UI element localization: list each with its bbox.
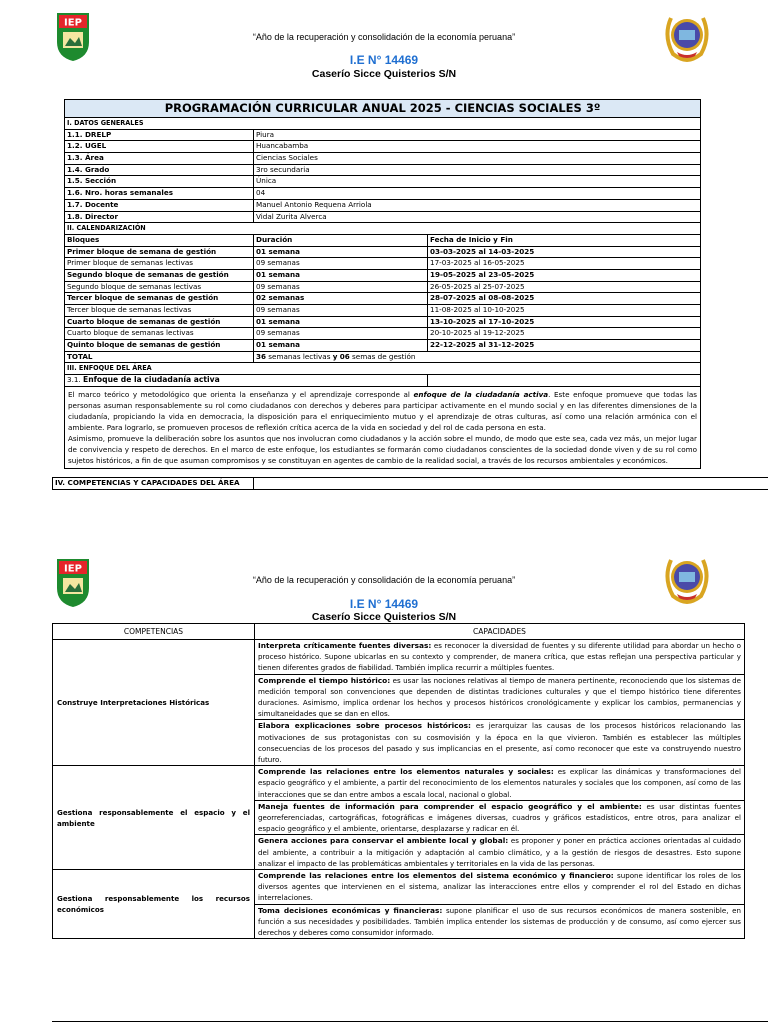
general-row [65, 199, 701, 211]
calendar-duration: 09 semanas [254, 281, 428, 293]
general-value: Manuel Antonio Requena Arriola [254, 199, 701, 211]
competency-row [53, 640, 745, 675]
calendar-total-row [65, 351, 701, 363]
capacity-cell [255, 870, 745, 905]
calendar-duration: 09 semanas [254, 258, 428, 270]
general-value: Única [254, 176, 701, 188]
calendar-row [65, 293, 701, 305]
calendar-dates: 03-03-2025 al 14-03-2025 [428, 246, 701, 258]
capacity-description: es usar distintas fuentes georreferenciadas, cartográficas, fotográficas e imágenes diversas, cuadros y gráficos estadísticos, entre otros, para analizar el espacio geográfico y el ambiente, orientarse, desplazarse y radicar en él. [258, 801, 741, 834]
capacity-title: Toma decisiones económicas y financieras: [258, 905, 443, 915]
competency-name: Gestiona responsablemente el espacio y el ambiente [53, 766, 255, 870]
school-location: Caserío Sicce Quisterios S/N [311, 68, 457, 80]
approach-subtitle-empty [428, 375, 701, 387]
general-data-rows [65, 129, 701, 223]
calendar-block: Segundo bloque de semanas lectivas [65, 281, 254, 293]
section-approach-heading: III. ENFOQUE DEL ÁREA [65, 363, 701, 375]
calendar-dates: 20-10-2025 al 19-12-2025 [428, 328, 701, 340]
capacity-cell [255, 674, 745, 720]
page-divider [52, 1021, 768, 1022]
calendar-duration: 09 semanas [254, 305, 428, 317]
calendar-duration: 01 semana [254, 340, 428, 352]
capacity-description: es reconocer la diversidad de fuentes y su diferente utilidad para abordar un hecho o proceso histórico. Supone ubicarlas en su contexto y comprender, de manera crítica, que estas reflejan una perspectiva particular y tienen diferentes grados de fiabilidad. También implica recurrir a múltiples fuentes. [258, 641, 741, 673]
calendar-duration: 02 semanas [254, 293, 428, 305]
capacity-title: Comprende el tiempo histórico: [258, 675, 391, 685]
capacity-description: es jerarquizar las causas de los procesos históricos relacionando las motivaciones de sus protagonistas con su cosmovisión y la época en la que vivieron. También es establecer las múltiples consecuencias de los procesos del pasado y sus implicancias en el presente, así como reconocer que este va construyendo nuestro futuro. [258, 721, 741, 765]
capacity-cell [255, 640, 745, 675]
calendar-duration: 01 semana [254, 316, 428, 328]
laurel-emblem-logo [661, 10, 713, 62]
calendar-header-duration: Duración [254, 234, 428, 246]
calendar-dates: 11-08-2025 al 10-10-2025 [428, 305, 701, 317]
general-row [65, 129, 701, 141]
general-row [65, 141, 701, 153]
calendar-block: Tercer bloque de semanas de gestión [65, 293, 254, 305]
document-title: PROGRAMACIÓN CURRICULAR ANUAL 2025 - CIENCIAS SOCIALES 3º [65, 100, 701, 118]
general-value: Huancabamba [254, 141, 701, 153]
general-label: 1.4. Grado [65, 164, 254, 176]
competencies-table [52, 623, 745, 939]
capacity-description: es explicar las dinámicas y transformaciones del espacio geográfico y el ambiente, a partir del reconocimiento de los elementos naturales y sociales que los componen, así como de las interacciones que se dan entre ambos a escala local, nacional o global. [258, 767, 741, 799]
laurel-emblem-logo [661, 552, 713, 604]
general-label: 1.7. Docente [65, 199, 254, 211]
general-value: 3ro secundaria [254, 164, 701, 176]
approach-text: El marco teórico y metodológico que orienta la enseñanza y el aprendizaje corresponde al enfoque de la ciudadanía activa. Este enfoque promueve que todas las personas asuman responsablemente su rol como ciudadanos con derechos y deberes para participar activamente en el mundo social y en las diferentes dimensiones de la ciudadanía, propiciando la vida en democracia, la disposición para el enriquecimiento mutuo y el aprendizaje de otras culturas, así como una relación armónica con el ambiente. Para lograrlo, se promueven procesos de reflexión crítica acerca de la vida en sociedad y del rol de cada persona en esta. Asimismo, promueve la deliberación sobre los asuntos que nos involucran como ciudadanos y la acción sobre el mundo, de modo que este sea, cada vez más, un mejor lugar de convivencia y respeto de derechos. En el marco de este enfoque, los estudiantes se formarán como ciudadanos conscientes de la sociedad donde viven y de su rol como sujetos históricos, a fin de que asuman compromisos y se constituyan en agentes de cambio de la realidad social, a través de los recursos ambientales y económicos. [65, 386, 701, 468]
total-value: 36 semanas lectivas y 06 semas de gestión [254, 351, 701, 363]
capacity-cell [255, 904, 745, 939]
calendar-dates: 19-05-2025 al 23-05-2025 [428, 269, 701, 281]
calendar-row [65, 269, 701, 281]
calendar-block: Cuarto bloque de semanas de gestión [65, 316, 254, 328]
calendar-header-blocks: Bloques [65, 234, 254, 246]
calendar-dates: 28-07-2025 al 08-08-2025 [428, 293, 701, 305]
calendar-data-rows [65, 246, 701, 351]
calendar-row [65, 281, 701, 293]
general-row [65, 176, 701, 188]
school-code: I.E N° 14469 [349, 597, 419, 611]
svg-text:IEP: IEP [64, 563, 82, 575]
curricular-table [64, 99, 701, 469]
calendar-duration: 01 semana [254, 246, 428, 258]
calendar-dates: 26-05-2025 al 25-07-2025 [428, 281, 701, 293]
section-calendar-heading: II. CALENDARIZACIÓN [65, 223, 701, 235]
competencies-heading-table [52, 477, 768, 490]
calendar-block: Segundo bloque de semanas de gestión [65, 269, 254, 281]
capacity-title: Comprende las relaciones entre los elementos del sistema económico y financiero: [258, 871, 614, 881]
general-label: 1.1. DRELP [65, 129, 254, 141]
calendar-block: Primer bloque de semanas lectivas [65, 258, 254, 270]
general-row [65, 164, 701, 176]
svg-text:IEP: IEP [64, 17, 82, 29]
calendar-dates: 22-12-2025 al 31-12-2025 [428, 340, 701, 352]
capacity-cell [255, 720, 745, 766]
capacity-cell [255, 766, 745, 801]
calendar-row [65, 305, 701, 317]
calendar-block: Cuarto bloque de semanas lectivas [65, 328, 254, 340]
calendar-row [65, 316, 701, 328]
general-row [65, 188, 701, 200]
general-value: Piura [254, 129, 701, 141]
school-code: I.E N° 14469 [349, 53, 419, 67]
calendar-row [65, 340, 701, 352]
school-location: Caserío Sicce Quisterios S/N [311, 611, 457, 623]
general-value: 04 [254, 188, 701, 200]
general-label: 1.6. Nro. horas semanales [65, 188, 254, 200]
competency-name: Gestiona responsablemente los recursos económicos [53, 870, 255, 939]
general-label: 1.2. UGEL [65, 141, 254, 153]
motto: “Año de la recuperación y consolidación de la economía peruana” [252, 32, 516, 42]
competency-name: Construye Interpretaciones Históricas [53, 640, 255, 766]
general-row [65, 153, 701, 165]
calendar-block: Tercer bloque de semanas lectivas [65, 305, 254, 317]
capacity-title: Elabora explicaciones sobre procesos históricos: [258, 721, 471, 731]
capacity-cell [255, 800, 745, 835]
section-competencies-heading: IV. COMPETENCIAS Y CAPACIDADES DEL ÁREA [53, 478, 254, 490]
competency-row [53, 870, 745, 905]
calendar-header-dates: Fecha de Inicio y Fin [428, 234, 701, 246]
general-row [65, 211, 701, 223]
general-label: 1.3. Área [65, 153, 254, 165]
capacity-title: Maneja fuentes de información para comprender el espacio geográfico y el ambiente: [258, 801, 642, 811]
calendar-dates: 13-10-2025 al 17-10-2025 [428, 316, 701, 328]
competency-rows [53, 640, 745, 939]
general-label: 1.5. Sección [65, 176, 254, 188]
calendar-duration: 01 semana [254, 269, 428, 281]
capacity-description: supone identificar los roles de los diversos agentes que intervienen en el sistema, analizar las interacciones entre ellos y comprender el rol del Estado en dichas interrelaciones. [258, 871, 742, 903]
calendar-row [65, 258, 701, 270]
capacity-description: es usar las nociones relativas al tiempo de manera pertinente, reconociendo que los sistemas de medición temporal son convenciones que dependen de distintas tradiciones culturales y que el tiempo histórico tiene diferentes duraciones. Asimismo, implica ordenar los hechos y procesos históricos cronológicamente y explicar los cambios, permanencias y simultaneidades que se dan en ellos. [258, 675, 741, 719]
capacity-description: es proponer y poner en práctica acciones orientadas al cuidado del ambiente, a contribuir a la mitigación y adaptación al cambio climático, y a la gestión de riesgos de desastres. Esto supone analizar el impacto de las problemáticas ambientales y territoriales en la vida de las personas. [258, 836, 741, 868]
capacity-title: Comprende las relaciones entre los elementos naturales y sociales: [258, 767, 554, 777]
calendar-row [65, 246, 701, 258]
capacity-cell [255, 835, 745, 870]
competency-row [53, 766, 745, 801]
capacity-description: supone planificar el uso de sus recursos económicos de manera sostenible, en función a sus necesidades y posibilidades. También implica entender los sistemas de producción y de consumo, así como ejercer sus derechos y deberes como consumidor informado. [258, 905, 742, 938]
calendar-duration: 09 semanas [254, 328, 428, 340]
capacity-title: Interpreta críticamente fuentes diversas: [258, 641, 432, 650]
general-value: Ciencias Sociales [254, 153, 701, 165]
calendar-block: Quinto bloque de semanas de gestión [65, 340, 254, 352]
general-value: Vidal Zurita Alverca [254, 211, 701, 223]
capacities-header: CAPACIDADES [255, 624, 745, 640]
approach-subtitle: 3.1. Enfoque de la ciudadanía activa [65, 375, 428, 387]
general-label: 1.8. Director [65, 211, 254, 223]
motto: “Año de la recuperación y consolidación de la economía peruana” [252, 575, 516, 585]
calendar-block: Primer bloque de semana de gestión [65, 246, 254, 258]
competencies-header: COMPETENCIAS [53, 624, 255, 640]
capacity-title: Genera acciones para conservar el ambiente local y global: [258, 836, 509, 846]
section-general-heading: I. DATOS GENERALES [65, 118, 701, 130]
calendar-row [65, 328, 701, 340]
calendar-dates: 17-03-2025 al 16-05-2025 [428, 258, 701, 270]
total-label: TOTAL [65, 351, 254, 363]
